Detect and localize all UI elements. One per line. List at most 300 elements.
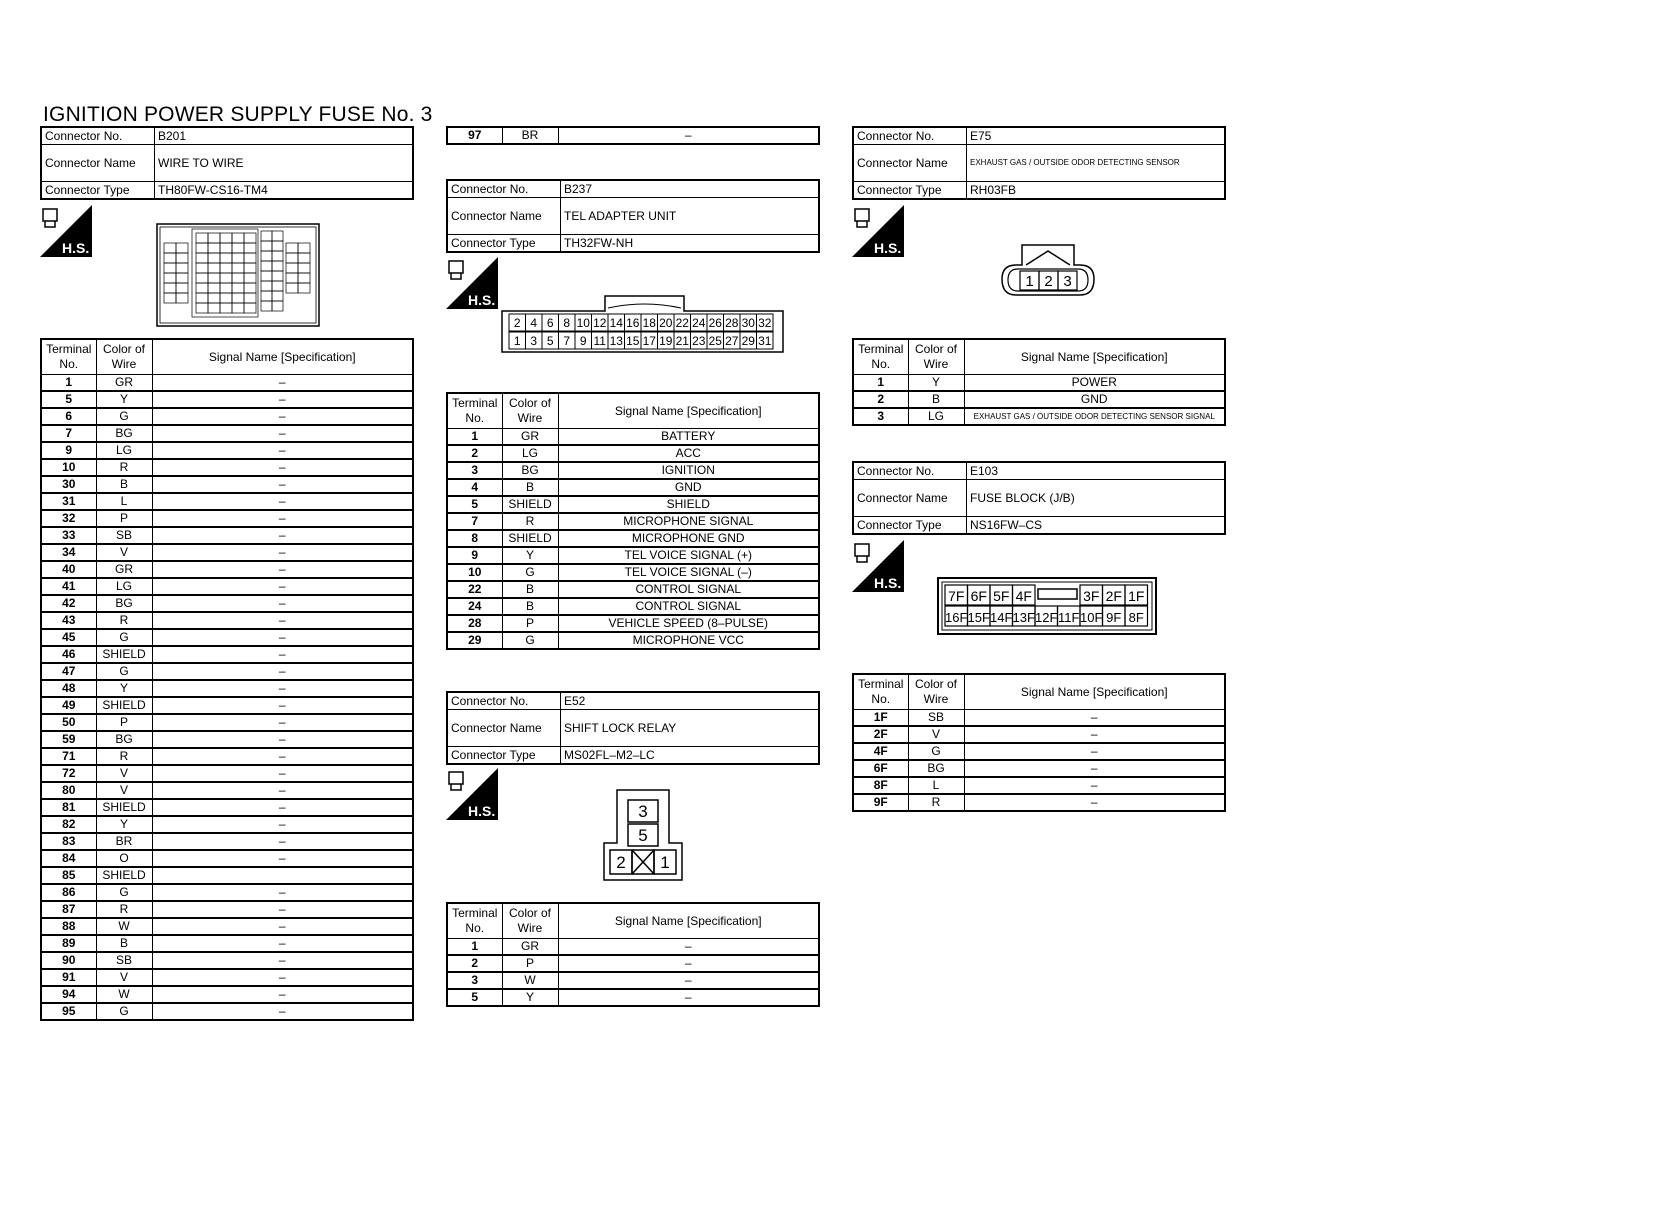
- connector-type-value: MS02FL–M2–LC: [561, 747, 820, 765]
- b237-pin: 20: [659, 316, 673, 330]
- b201-connector-diagram: [156, 223, 320, 327]
- signal-name: –: [152, 375, 413, 392]
- table-row: [41, 629, 413, 646]
- e103-terminal-table: [852, 673, 1226, 812]
- wire-color: Y: [908, 375, 964, 392]
- terminal-no: 41: [41, 578, 96, 595]
- connector-type-value: TH32FW-NH: [561, 235, 820, 253]
- table-row: [853, 391, 1225, 408]
- terminal-no: 4: [447, 479, 502, 496]
- signal-name: EXHAUST GAS / OUTSIDE ODOR DETECTING SENSOR SIGNAL: [964, 408, 1225, 425]
- terminal-no: 2: [447, 445, 502, 462]
- wire-color: GR: [96, 375, 152, 392]
- b237-pin: 3: [530, 334, 538, 348]
- table-row: [447, 939, 819, 956]
- e103-pin: 15F: [967, 610, 990, 625]
- terminal-no-header: Terminal No.: [447, 903, 502, 939]
- signal-name: –: [558, 989, 819, 1006]
- color-of-wire-header: Color of Wire: [502, 903, 558, 939]
- signal-name: –: [152, 986, 413, 1003]
- wire-color: G: [96, 629, 152, 646]
- hs-harness-side-icon: [446, 257, 498, 309]
- wire-color: SHIELD: [96, 867, 152, 884]
- signal-name: –: [152, 493, 413, 510]
- terminal-no: 43: [41, 612, 96, 629]
- terminal-no: 90: [41, 952, 96, 969]
- wire-color: R: [502, 513, 558, 530]
- signal-name: –: [152, 544, 413, 561]
- signal-name: –: [152, 748, 413, 765]
- wire-color: R: [96, 459, 152, 476]
- e52-pin: 3: [638, 802, 648, 821]
- table-row: [853, 760, 1225, 777]
- table-row: [447, 547, 819, 564]
- connector-name-value: TEL ADAPTER UNIT: [561, 198, 820, 235]
- table-row: [41, 935, 413, 952]
- connector-name-label: Connector Name: [447, 198, 561, 235]
- signal-name: –: [964, 794, 1225, 811]
- connector-type-label: Connector Type: [853, 517, 967, 535]
- b237-pin: 19: [659, 334, 673, 348]
- signal-name: –: [152, 969, 413, 986]
- wire-color: LG: [908, 408, 964, 425]
- e103-pin: 8F: [1128, 610, 1144, 625]
- signal-name: ACC: [558, 445, 819, 462]
- b237-pin: 29: [741, 334, 755, 348]
- terminal-no: 48: [41, 680, 96, 697]
- wire-color: V: [96, 782, 152, 799]
- signal-name: –: [152, 612, 413, 629]
- wire-color: BG: [96, 595, 152, 612]
- b237-terminal-table-wrap: [446, 392, 820, 650]
- e52-terminal-table-wrap: [446, 902, 820, 1007]
- terminal-no: 80: [41, 782, 96, 799]
- terminal-no: 95: [41, 1003, 96, 1020]
- terminal-no: 83: [41, 833, 96, 850]
- signal-name: MICROPHONE GND: [558, 530, 819, 547]
- terminal-no: 5: [447, 496, 502, 513]
- e75-connector-diagram: [1000, 243, 1096, 301]
- wire-color: GR: [96, 561, 152, 578]
- signal-name: –: [152, 799, 413, 816]
- e103-info-table: [852, 461, 1226, 535]
- e103-pin: 7F: [948, 588, 965, 604]
- signal-name-header: Signal Name [Specification]: [964, 339, 1225, 375]
- table-row: [41, 459, 413, 476]
- wire-color: BG: [908, 760, 964, 777]
- table-row: [41, 646, 413, 663]
- color-of-wire-header: Color of Wire: [502, 393, 558, 429]
- connector-no-label: Connector No.: [853, 462, 967, 480]
- signal-name: CONTROL SIGNAL: [558, 598, 819, 615]
- table-row: [41, 680, 413, 697]
- wire-color: Y: [96, 680, 152, 697]
- table-row: [447, 989, 819, 1006]
- b201-terminal-table: [40, 338, 414, 1021]
- wire-color: B: [96, 476, 152, 493]
- wire-color: BR: [96, 833, 152, 850]
- table-row: [41, 884, 413, 901]
- terminal-no: 9F: [853, 794, 908, 811]
- signal-name: –: [152, 952, 413, 969]
- terminal-no: 2: [853, 391, 908, 408]
- color-of-wire-header: Color of Wire: [96, 339, 152, 375]
- signal-name: –: [558, 955, 819, 972]
- b237-pin: 13: [609, 334, 623, 348]
- wire-color: P: [502, 955, 558, 972]
- signal-name: –: [152, 663, 413, 680]
- connector-no-label: Connector No.: [41, 127, 155, 145]
- signal-name: –: [152, 408, 413, 425]
- wire-color: W: [96, 986, 152, 1003]
- wire-color: V: [96, 765, 152, 782]
- hs-label: H.S.: [874, 575, 902, 591]
- terminal-no: 6F: [853, 760, 908, 777]
- wire-color: B: [502, 479, 558, 496]
- table-row: [447, 564, 819, 581]
- b237-pin: 9: [579, 334, 587, 348]
- connector-name-label: Connector Name: [853, 145, 967, 182]
- signal-name: –: [152, 816, 413, 833]
- b201-terminal-table-wrap: [40, 338, 414, 1021]
- connector-no-value: B201: [155, 127, 414, 145]
- wire-color: G: [908, 743, 964, 760]
- signal-name: GND: [558, 479, 819, 496]
- e52-pin: 2: [616, 853, 626, 872]
- connector-type-label: Connector Type: [447, 747, 561, 765]
- signal-name: POWER: [964, 375, 1225, 392]
- table-row: [41, 442, 413, 459]
- table-row: [41, 833, 413, 850]
- hs-label: H.S.: [62, 240, 90, 256]
- connector-type-value: RH03FB: [967, 182, 1226, 200]
- terminal-no: 94: [41, 986, 96, 1003]
- table-row: [41, 799, 413, 816]
- terminal-no: 5: [41, 391, 96, 408]
- wire-color: G: [502, 632, 558, 649]
- table-row: [41, 1003, 413, 1020]
- signal-name: –: [964, 710, 1225, 727]
- signal-name: –: [152, 629, 413, 646]
- signal-name: –: [558, 972, 819, 989]
- wire-color: SB: [908, 710, 964, 727]
- e75-pin: 3: [1063, 273, 1072, 290]
- signal-name: –: [152, 425, 413, 442]
- wire-color: V: [96, 969, 152, 986]
- wire-color: BG: [96, 425, 152, 442]
- terminal-no: 10: [41, 459, 96, 476]
- connector-type-value: TH80FW-CS16-TM4: [155, 182, 414, 200]
- hs-label: H.S.: [874, 240, 902, 256]
- b237-pin: 17: [642, 334, 656, 348]
- wire-color: P: [502, 615, 558, 632]
- signal-name: –: [152, 527, 413, 544]
- connector-name-value: WIRE TO WIRE: [155, 145, 414, 182]
- e52-connector-diagram: [602, 788, 684, 883]
- table-row: [41, 544, 413, 561]
- terminal-no: 91: [41, 969, 96, 986]
- wire-color: B: [96, 935, 152, 952]
- b237-connector-diagram: [500, 294, 785, 354]
- e52-terminal-table: [446, 902, 820, 1007]
- wire-color: Y: [96, 816, 152, 833]
- terminal-no: 59: [41, 731, 96, 748]
- signal-name: –: [152, 646, 413, 663]
- connector-no-label: Connector No.: [447, 692, 561, 710]
- terminal-no: 30: [41, 476, 96, 493]
- b237-pin: 25: [708, 334, 722, 348]
- signal-name: VEHICLE SPEED (8–PULSE): [558, 615, 819, 632]
- connector-no-value: B237: [561, 180, 820, 198]
- terminal-no: 3: [853, 408, 908, 425]
- wire-color: SB: [96, 527, 152, 544]
- table-row: [41, 493, 413, 510]
- connector-name-value: EXHAUST GAS / OUTSIDE ODOR DETECTING SENSOR: [967, 145, 1226, 182]
- b237-pin: 12: [593, 316, 607, 330]
- table-row: [447, 513, 819, 530]
- e103-connector-diagram: [937, 577, 1157, 635]
- wire-color: G: [96, 663, 152, 680]
- table-row: [447, 955, 819, 972]
- e103-pin: 9F: [1106, 610, 1122, 625]
- e103-pin: 12F: [1035, 610, 1058, 625]
- table-row: [41, 986, 413, 1003]
- signal-name: BATTERY: [558, 429, 819, 446]
- terminal-no: 3: [447, 972, 502, 989]
- table-row: [447, 445, 819, 462]
- wire-color: P: [96, 714, 152, 731]
- table-row: [447, 615, 819, 632]
- b237-pin: 7: [563, 334, 571, 348]
- table-row: [41, 714, 413, 731]
- wire-color: Y: [502, 547, 558, 564]
- e103-pin: 16F: [945, 610, 968, 625]
- wire-color: SHIELD: [96, 799, 152, 816]
- signal-name: –: [152, 391, 413, 408]
- terminal-no: 8F: [853, 777, 908, 794]
- terminal-no: 1: [447, 429, 502, 446]
- table-row: [41, 612, 413, 629]
- table-row: [853, 794, 1225, 811]
- wire-color: SHIELD: [96, 697, 152, 714]
- table-row: [41, 595, 413, 612]
- signal-name: [152, 867, 413, 884]
- terminal-no: 88: [41, 918, 96, 935]
- b237-pin: 2: [513, 316, 521, 330]
- terminal-no: 97: [447, 127, 502, 144]
- signal-name: –: [964, 743, 1225, 760]
- table-row: [447, 530, 819, 547]
- table-row: [447, 972, 819, 989]
- connector-no-label: Connector No.: [447, 180, 561, 198]
- b237-pin: 10: [576, 316, 590, 330]
- terminal-no-header: Terminal No.: [853, 339, 908, 375]
- connector-name-value: SHIFT LOCK RELAY: [561, 710, 820, 747]
- terminal-no-header: Terminal No.: [447, 393, 502, 429]
- signal-name: –: [152, 578, 413, 595]
- wire-color: R: [96, 901, 152, 918]
- b237-pin: 23: [692, 334, 706, 348]
- connector-name-label: Connector Name: [853, 480, 967, 517]
- wire-color: R: [96, 612, 152, 629]
- b237-pin: 11: [593, 334, 606, 348]
- signal-name: TEL VOICE SIGNAL (+): [558, 547, 819, 564]
- e103-pin: 6F: [970, 588, 987, 604]
- table-row: [41, 663, 413, 680]
- color-of-wire-header: Color of Wire: [908, 674, 964, 710]
- table-row: [41, 918, 413, 935]
- b237-pin: 26: [708, 316, 722, 330]
- terminal-no: 3: [447, 462, 502, 479]
- table-row: [41, 748, 413, 765]
- connector-type-label: Connector Type: [853, 182, 967, 200]
- wire-color: BG: [502, 462, 558, 479]
- wire-color: SHIELD: [502, 496, 558, 513]
- terminal-no: 29: [447, 632, 502, 649]
- connector-name-value: FUSE BLOCK (J/B): [967, 480, 1226, 517]
- table-row: [447, 632, 819, 649]
- wire-color: Y: [96, 391, 152, 408]
- signal-name: TEL VOICE SIGNAL (–): [558, 564, 819, 581]
- table-row: [41, 697, 413, 714]
- table-row: [41, 969, 413, 986]
- hs-harness-side-icon: [40, 205, 92, 257]
- connector-e103-section: [852, 461, 1226, 535]
- connector-no-label: Connector No.: [853, 127, 967, 145]
- terminal-no: 45: [41, 629, 96, 646]
- page-title: IGNITION POWER SUPPLY FUSE No. 3: [43, 103, 433, 126]
- terminal-no: 42: [41, 595, 96, 612]
- terminal-no: 84: [41, 850, 96, 867]
- table-row: [447, 598, 819, 615]
- table-row: [853, 777, 1225, 794]
- b237-pin: 24: [692, 316, 706, 330]
- e52-info-table: [446, 691, 820, 765]
- terminal-no: 8: [447, 530, 502, 547]
- e103-pin: 3F: [1083, 588, 1100, 604]
- table-row: [41, 952, 413, 969]
- b201-continued-table: [446, 126, 820, 145]
- table-row: [447, 479, 819, 496]
- b237-terminal-table: [446, 392, 820, 650]
- signal-name: –: [152, 561, 413, 578]
- b237-info-table: [446, 179, 820, 253]
- signal-name: –: [152, 918, 413, 935]
- wire-color: B: [908, 391, 964, 408]
- b237-pin: 21: [675, 334, 689, 348]
- terminal-no: 31: [41, 493, 96, 510]
- wire-color: SHIELD: [96, 646, 152, 663]
- signal-name: –: [152, 442, 413, 459]
- table-row: [41, 408, 413, 425]
- table-row: [447, 429, 819, 446]
- wire-color: W: [502, 972, 558, 989]
- wire-color: R: [96, 748, 152, 765]
- signal-name: –: [152, 1003, 413, 1020]
- terminal-no: 34: [41, 544, 96, 561]
- terminal-no: 49: [41, 697, 96, 714]
- signal-name-header: Signal Name [Specification]: [558, 393, 819, 429]
- connector-e75-section: [852, 126, 1226, 200]
- e103-pin: 2F: [1105, 588, 1122, 604]
- signal-name-header: Signal Name [Specification]: [964, 674, 1225, 710]
- terminal-no: 22: [447, 581, 502, 598]
- wire-color: LG: [96, 578, 152, 595]
- signal-name: –: [964, 760, 1225, 777]
- connector-type-label: Connector Type: [447, 235, 561, 253]
- hs-label: H.S.: [468, 292, 496, 308]
- signal-name-header: Signal Name [Specification]: [558, 903, 819, 939]
- signal-name: –: [964, 777, 1225, 794]
- e103-pin: 5F: [993, 588, 1010, 604]
- signal-name: –: [152, 476, 413, 493]
- b237-pin: 30: [741, 316, 755, 330]
- e52-pin: 1: [660, 853, 670, 872]
- b237-pin: 32: [758, 316, 772, 330]
- table-row: [447, 127, 819, 144]
- terminal-no: 1: [41, 375, 96, 392]
- table-row: [853, 375, 1225, 392]
- table-row: [41, 816, 413, 833]
- b237-pin: 22: [675, 316, 689, 330]
- table-row: [41, 476, 413, 493]
- b237-pin: 27: [725, 334, 739, 348]
- table-row: [41, 731, 413, 748]
- e103-pin: 13F: [1012, 610, 1035, 625]
- signal-name: –: [152, 935, 413, 952]
- terminal-no: 28: [447, 615, 502, 632]
- signal-name: IGNITION: [558, 462, 819, 479]
- table-row: [41, 375, 413, 392]
- signal-name: MICROPHONE VCC: [558, 632, 819, 649]
- e75-pin: 2: [1044, 273, 1053, 290]
- wire-color: GR: [502, 939, 558, 956]
- wire-color: L: [908, 777, 964, 794]
- wire-color: V: [96, 544, 152, 561]
- terminal-no: 32: [41, 510, 96, 527]
- b237-pin: 31: [758, 334, 772, 348]
- terminal-no: 85: [41, 867, 96, 884]
- connector-no-value: E75: [967, 127, 1226, 145]
- terminal-no: 9: [41, 442, 96, 459]
- table-row: [41, 765, 413, 782]
- table-row: [447, 581, 819, 598]
- terminal-no: 40: [41, 561, 96, 578]
- wire-color: LG: [96, 442, 152, 459]
- color-of-wire-header: Color of Wire: [908, 339, 964, 375]
- b237-pin: 16: [626, 316, 640, 330]
- e103-pin: 14F: [990, 610, 1013, 625]
- terminal-no: 86: [41, 884, 96, 901]
- signal-name-header: Signal Name [Specification]: [152, 339, 413, 375]
- b237-pin: 15: [626, 334, 640, 348]
- wire-color: B: [502, 598, 558, 615]
- terminal-no: 82: [41, 816, 96, 833]
- e52-pin: 5: [638, 826, 648, 845]
- table-row: [41, 527, 413, 544]
- signal-name: –: [152, 782, 413, 799]
- connector-no-value: E52: [561, 692, 820, 710]
- connector-name-label: Connector Name: [447, 710, 561, 747]
- connector-b201-section: [40, 126, 414, 200]
- connector-e52-section: [446, 691, 820, 765]
- wire-color: V: [908, 726, 964, 743]
- terminal-no: 6: [41, 408, 96, 425]
- wire-color: G: [502, 564, 558, 581]
- terminal-no: 72: [41, 765, 96, 782]
- table-row: [447, 496, 819, 513]
- terminal-no: 87: [41, 901, 96, 918]
